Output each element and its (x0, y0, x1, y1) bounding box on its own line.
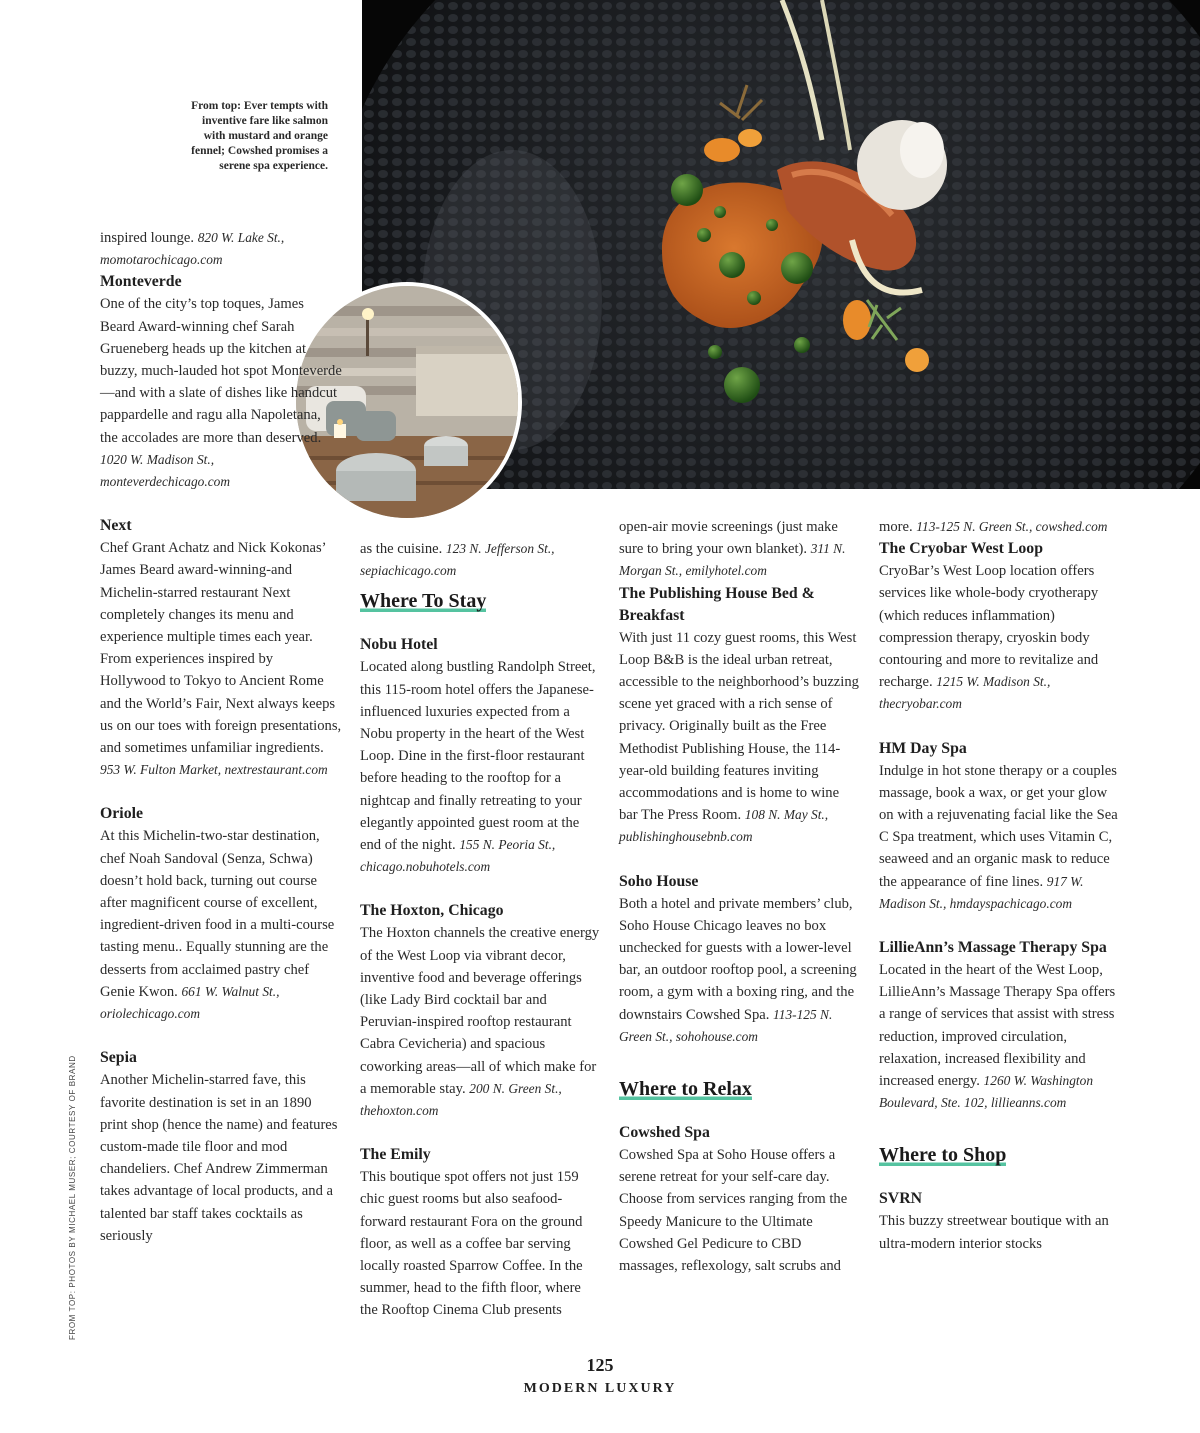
entry-title: Cowshed Spa (619, 1124, 710, 1142)
lead-paragraph: inspired lounge. 820 W. Lake St., momotarochicago.com (100, 230, 285, 268)
entry-title: The Emily (360, 1146, 431, 1164)
entry-title: Oriole (100, 805, 143, 823)
entry-body: Another Michelin-starred fave, this favorite destination is set in an 1890 print shop (hence the name) and features custom-made tile floor and mod chandeliers. Chef Andrew Zimmerman takes advantage of local products, and a talented bar staff takes cocktails as seriously (100, 1072, 338, 1244)
entry-publishing-house (619, 583, 861, 849)
entry-title: The Publishing House Bed & Breakfast (619, 584, 815, 624)
address: 1215 W. Madison St., thecryobar.com (879, 674, 1051, 712)
column-4 (879, 516, 1121, 1277)
address: 953 W. Fulton Market, nextrestaurant.com (100, 762, 328, 778)
address: 820 W. Lake St., momotarochicago.com (100, 230, 285, 268)
entry-body: Located along bustling Randolph Street, this 115-room hotel offers the Japanese-influenced luxuries expected from a Nobu property in the heart of the West Loop. Dine in the first-floor restaurant before heading to the rooftop for a nightcap and finally retreating to your elegantly appointed guest room at the end of the night. 155 N. Peoria St., chicago.nobuhotels.com (360, 659, 596, 875)
entry-hm-day-spa (879, 738, 1121, 915)
entry-body: This buzzy streetwear boutique with an ultra-modern interior stocks (879, 1213, 1109, 1252)
section-heading-where-to-relax: Where to Relax (619, 1078, 752, 1101)
section-heading-where-to-shop: Where to Shop (879, 1144, 1007, 1167)
magazine-brand: MODERN LUXURY (523, 1381, 677, 1396)
entry-the-emily (360, 1144, 602, 1321)
photo-caption: From top: Ever tempts with inventive fare like salmon with mustard and orange fennel; Cowshed promises a serene spa experience. (191, 100, 328, 172)
column-1 (100, 227, 342, 1269)
entry-cowshed-spa (619, 1122, 861, 1277)
column-3 (619, 516, 861, 1299)
entry-body: Indulge in hot stone therapy or a couples massage, book a wax, or get your glow on with a rejuvenating facial like the Sea C Spa treatment, which uses Vitamin C, seaweed and an organic mask to reduce the appearance of fine lines. 917 W. Madison St., hmdayspachicago.com (879, 762, 1118, 911)
entry-title: SVRN (879, 1190, 923, 1208)
entry-body: Both a hotel and private members’ club, Soho House Chicago leaves no box unchecked for guests with a lower-level bar, an outdoor rooftop pool, a screening room, a gym with a boxing ring, and the downstairs Cowshed Spa. 113-125 N. Green St., sohohouse.com (619, 895, 857, 1044)
entry-body: Located in the heart of the West Loop, LillieAnn’s Massage Therapy Spa offers a range of services that assist with stress reduction, improved circulation, relaxation, increased flexibility and increased energy. 1260 W. Washington Boulevard, Ste. 102, lillieanns.com (879, 962, 1116, 1111)
entry-title: The Hoxton, Chicago (360, 902, 504, 920)
entry-svrn (879, 1188, 1121, 1254)
entry-body: Chef Grant Achatz and Nick Kokonas’ James Beard award-winning-and Michelin-starred restaurant Next completely changes its menu and experience multiple times each year. From experiences inspired by Hollywood to Tokyo to Ancient Rome and the World’s Fair, Next always keeps us on our toes with foreign presentations, and sometimes unfamiliar ingredients. 953 W. Fulton Market, nextrestaurant.com (100, 540, 342, 778)
address: 311 N. Morgan St., emilyhotel.com (619, 541, 846, 579)
entry-sepia (100, 1047, 342, 1247)
entry-title: Soho House (619, 872, 699, 890)
entry-title: The Cryobar West Loop (879, 540, 1043, 558)
address: 917 W. Madison St., hmdayspachicago.com (879, 873, 1084, 911)
address: 1260 W. Washington Boulevard, Ste. 102, lillieanns.com (879, 1073, 1094, 1111)
entry-body: CryoBar’s West Loop location offers services like whole-body cryotherapy (which reduces inflammation) compression therapy, cryoskin body contouring and more to revitalize and recharge. 1215 W. Madison St., thecryobar.com (879, 563, 1099, 712)
entry-title: Nobu Hotel (360, 636, 438, 654)
entry-nobu-hotel (360, 634, 602, 878)
entry-body: One of the city’s top toques, James Beard Award-winning chef Sarah Grueneberg heads up the kitchen at buzzy, much-lauded hot spot Monteverde—and with a slate of dishes like handcut pappardelle and ragu alla Napoletana, the accolades are more than deserved. 1020 W. Madison St., monteverdechicago.com (100, 296, 342, 490)
entry-title: LillieAnn’s Massage Therapy Spa (879, 939, 1107, 957)
page-number: 125 (586, 1355, 614, 1375)
photo-credit: FROM TOP: PHOTOS BY MICHAEL MUSER; COURTESY OF BRAND (68, 1055, 77, 1340)
lead-paragraph: as the cuisine. 123 N. Jefferson St., sepiachicago.com (360, 541, 555, 579)
entry-monteverde (100, 271, 342, 493)
entry-cryobar (879, 538, 1121, 715)
entry-hoxton (360, 900, 602, 1122)
lead-paragraph: more. 113-125 N. Green St., cowshed.com (879, 519, 1108, 535)
section-heading-where-to-stay: Where To Stay (360, 590, 487, 613)
address: 1020 W. Madison St., monteverdechicago.com (100, 451, 231, 490)
entry-title: HM Day Spa (879, 739, 967, 757)
address: 200 N. Green St., thehoxton.com (360, 1080, 562, 1119)
entry-body: At this Michelin-two-star destination, chef Noah Sandoval (Senza, Schwa) doesn’t hold back, turning out course after magnificent course of excellent, ingredient-driven food in a multi-course tasting menu.. Equally stunning are the desserts from acclaimed pastry chef Genie Kwon. 661 W. Walnut St., oriolechicago.com (100, 828, 335, 1022)
address: 661 W. Walnut St., oriolechicago.com (100, 983, 280, 1022)
address: 113-125 N. Green St., sohohouse.com (619, 1006, 833, 1044)
entry-soho-house (619, 871, 861, 1048)
entry-next (100, 515, 342, 781)
address: 123 N. Jefferson St., sepiachicago.com (360, 541, 555, 579)
address: 155 N. Peoria St., chicago.nobuhotels.com (360, 837, 556, 875)
entry-title: Next (100, 517, 132, 535)
entry-lillieann (879, 937, 1121, 1114)
address: 113-125 N. Green St., cowshed.com (916, 519, 1108, 534)
entry-body: With just 11 cozy guest rooms, this West Loop B&B is the ideal urban retreat, accessible to the neighborhood’s buzzing scene yet graced with a rich sense of privacy. Originally built as the Free Methodist Publishing House, the 114-year-old building features inviting accommodations and is home to wine bar The Press Room. 108 N. May St., publishinghousebnb.com (619, 629, 859, 845)
entry-oriole (100, 803, 342, 1025)
entry-body: This boutique spot offers not just 159 chic guest rooms but also seafood-forward restaurant Fora on the ground floor, as well as a coffee bar serving locally roasted Sparrow Coffee. In the summer, head to the fifth floor, where the Rooftop Cinema Club presents (360, 1169, 583, 1319)
entry-body: The Hoxton channels the creative energy of the West Loop via vibrant decor, inventive food and beverage offerings (like Lady Bird cocktail bar and Peruvian-inspired rooftop restaurant Cabra Cevicheria) and spacious coworking areas—all of which make for a memorable stay. 200 N. Green St., thehoxton.com (360, 925, 600, 1119)
address: 108 N. May St., publishinghousebnb.com (619, 807, 829, 845)
entry-title: Sepia (100, 1049, 137, 1067)
entry-body: Cowshed Spa at Soho House offers a serene retreat for your self-care day. Choose from services ranging from the Speedy Manicure to the Ultimate Cowshed Gel Pedicure to CBD massages, reflexology, salt scrubs and (619, 1147, 848, 1275)
lead-paragraph: open-air movie screenings (just make sure to bring your own blanket). 311 N. Morgan St., emilyhotel.com (619, 519, 846, 579)
column-2 (360, 538, 602, 1344)
entry-title: Monteverde (100, 273, 182, 291)
